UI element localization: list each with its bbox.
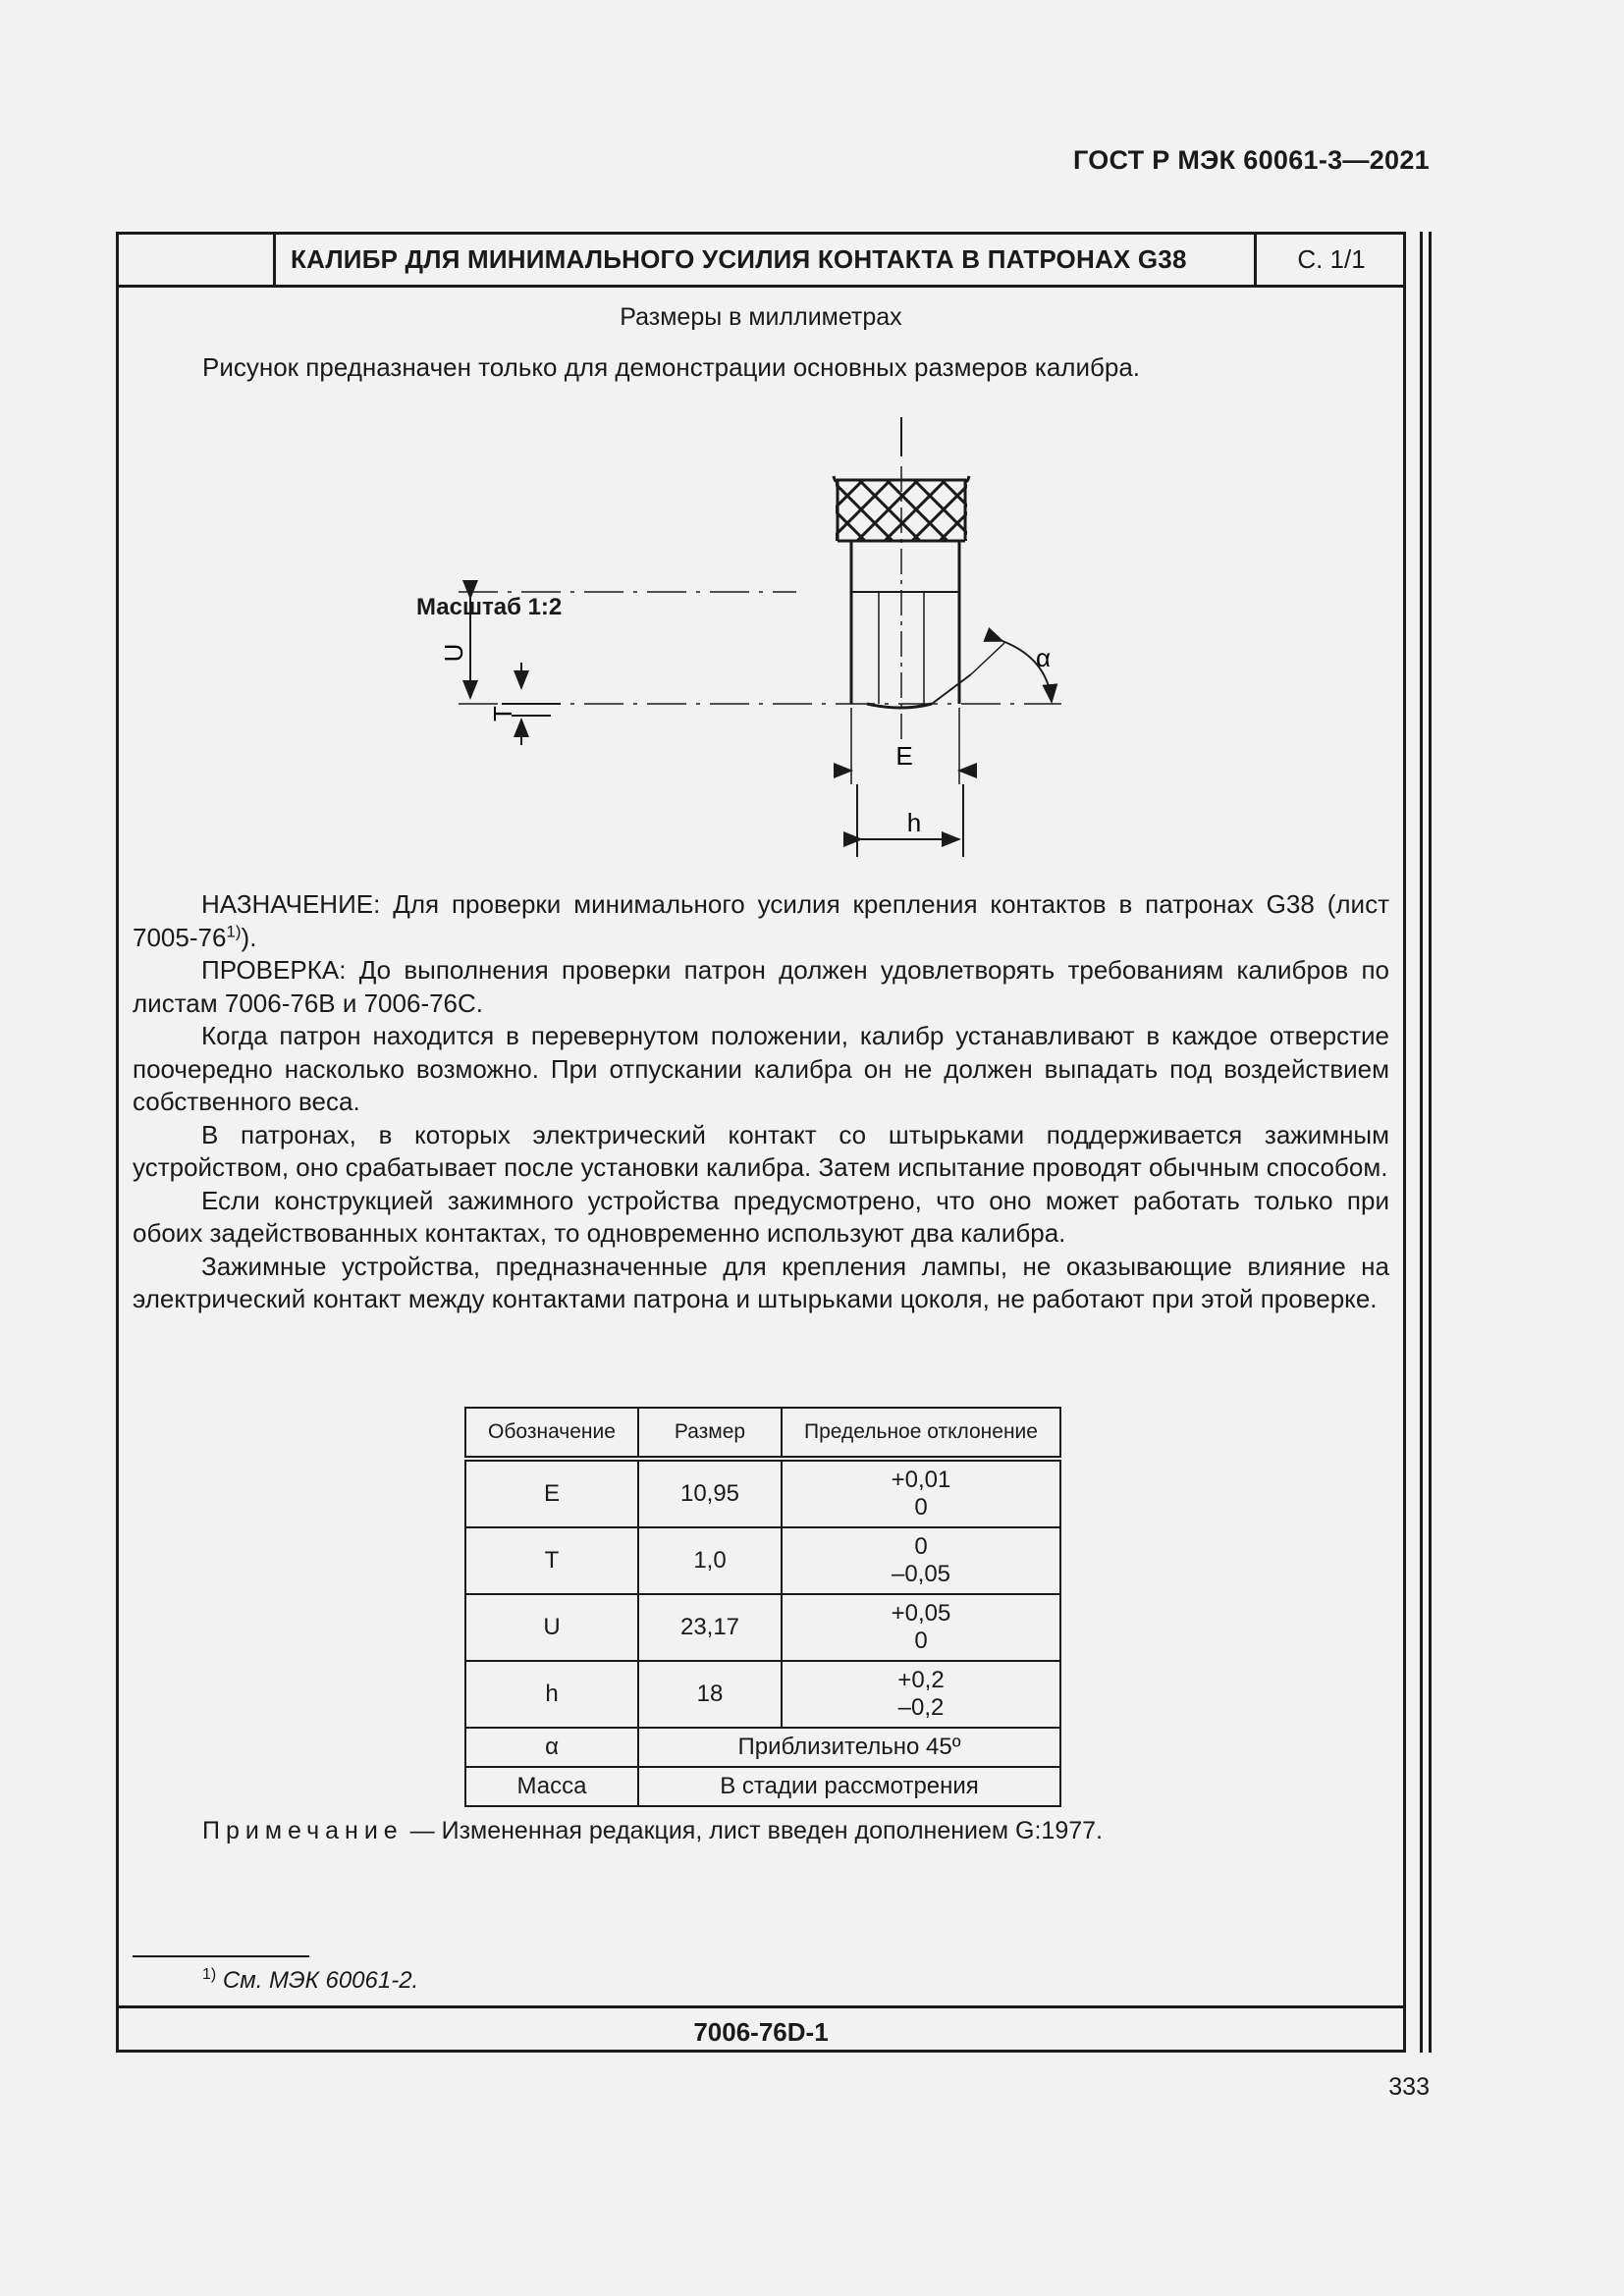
table-header-cell: Обозначение [465,1408,638,1459]
page-number: 333 [1388,2073,1430,2101]
table-row [465,1661,1060,1728]
table-header-cell: Предельное отклонение [782,1408,1060,1459]
standard-designation: ГОСТ Р МЭК 60061-3—2021 [1072,145,1430,175]
frame-double-rule-inner [1429,232,1432,2053]
note [202,1817,1103,1845]
table-row [465,1594,1060,1661]
angle-alpha-leader [971,643,1004,674]
paragraph-procedure: Когда патрон находится в перевернутом положении, калибр устанавливают в каждое отверстие поочередно насколько возможно. При отпускании калибра он не должен выпадать под воздействием собственного веса. [133,1021,1389,1116]
frame-double-rule-outer [1420,232,1423,2053]
paragraph-purpose: НАЗНАЧЕНИЕ: Для проверки минимального усилия крепления контактов в патронах G38 (лист 7005-76$^{1)}$). [133,889,1389,952]
table-row [465,1527,1060,1594]
table-cell-size: 1,0 [638,1527,782,1594]
table-row-alpha [465,1728,1060,1767]
sheet-frame [116,232,1406,2053]
knurled-head [834,476,969,541]
table-cell-symbol: Масса [465,1767,638,1806]
table-cell-tolerance: +0,05 0 [782,1594,1060,1661]
table-cell-tolerance: +0,01 0 [782,1459,1060,1527]
table-cell-symbol: U [465,1594,638,1661]
gauge-drawing [119,235,1403,882]
footnote: $^{1)}$ См. МЭК 60061-2. [202,1966,419,1994]
sheet-footer-code: 7006-76D-1 [119,2005,1403,2053]
gauge-body [851,541,971,708]
table-header-row [465,1408,1060,1459]
intro-text: Рисунок предназначен только для демонстрации основных размеров калибра. [202,352,1141,382]
table-cell-symbol: α [465,1728,638,1767]
table-cell-size: 18 [638,1661,782,1728]
table-cell-size: 10,95 [638,1459,782,1527]
dim-T-label: T [488,706,517,721]
footnote-rule [133,1955,309,1957]
table-cell-tolerance: +0,2 –0,2 [782,1661,1060,1728]
paragraph-check: ПРОВЕРКА: До выполнения проверки патрон должен удовлетворять требованиям калибров по листам 7006-76B и 7006-76C. [133,955,1389,1018]
table-cell-symbol: h [465,1661,638,1728]
angle-alpha-label: α [1036,643,1052,672]
note-text: — Измененная редакция, лист введен дополнением G:1977. [403,1817,1103,1844]
table-cell-symbol: T [465,1527,638,1594]
paragraph-lamp-clamps: Зажимные устройства, предназначенные для крепления лампы, не оказывающие влияние на электрический контакт между контактами патрона и штырьками цоколя, не работают при этой проверке. [133,1251,1389,1313]
body-text [133,888,1389,1316]
table-cell-value: В стадии рассмотрения [638,1767,1060,1806]
table-cell-value: Приблизительно 45º [638,1728,1060,1767]
paragraph-two-gauges: Если конструкцией зажимного устройства предусмотрено, что оно может работать только при обоих задействованных контактах, то одновременно используют два калибра. [133,1185,1389,1248]
table-cell-size: 23,17 [638,1594,782,1661]
sheet-page-indicator: С. 1/1 [1254,235,1406,285]
units-note: Размеры в миллиметрах [620,303,902,331]
table-cell-tolerance: 0 –0,05 [782,1527,1060,1594]
dimensions-table [464,1407,1061,1807]
table-row-mass [465,1767,1060,1806]
dim-E-label: E [895,741,913,771]
note-label: Примечание [202,1817,404,1844]
dim-h-label: h [906,808,922,837]
table-cell-symbol: E [465,1459,638,1527]
paragraph-clamping: В патронах, в которых электрический контакт со штырьками поддерживается зажимным устройством, оно срабатывает после установки калибра. Затем испытание проводят обычным способом. [133,1119,1389,1182]
sheet-title: КАЛИБР ДЛЯ МИНИМАЛЬНОГО УСИЛИЯ КОНТАКТА В ПАТРОНАХ G38 [291,244,1187,274]
table-header-cell: Размер [638,1408,782,1459]
dim-U-label: U [439,643,468,663]
table-row [465,1459,1060,1527]
scale-label: Масштаб 1:2 [416,594,563,620]
